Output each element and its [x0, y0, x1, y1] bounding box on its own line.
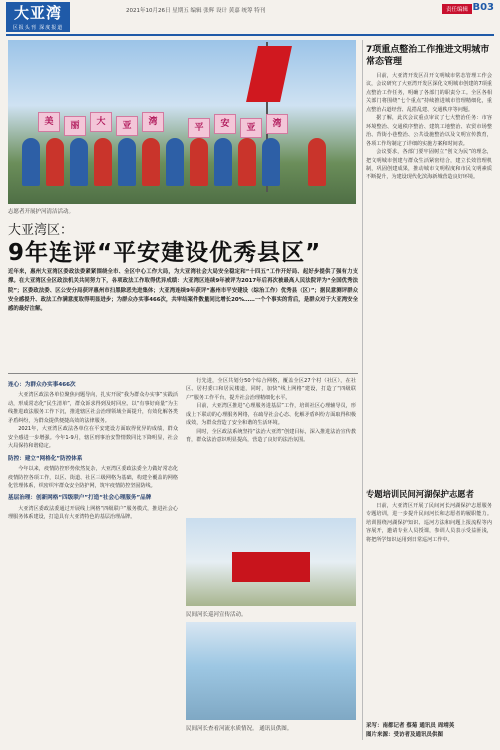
body-paragraph: 会议要求，各部门要牢固树立“创文为民”的理念，把文明城市创建与群众生活紧密结合，建立长效管理机制，巩固创建成果，推动城市文明程度和市民文明素质不断提升，为建设现代化滨海新城营造良好环境。: [366, 149, 492, 181]
page-number: B03: [472, 2, 494, 13]
main-photo: [8, 40, 356, 204]
body-paragraph: 日前，大亚湾区开展了民间河长河湖保护志愿服务专题培训，进一步提升民间河长和志愿者的履职能力。培训围绕河湖保护知识、巡河方法和问题上报流程等内容展开，邀请专业人员授课，参训人员表示受益匪浅，将把所学知识运用到日常巡河工作中。: [366, 503, 492, 543]
volunteer: [94, 138, 112, 186]
slogan-sign: 大: [90, 112, 112, 132]
section-tag: 责任编辑: [442, 4, 472, 14]
volunteer: [308, 138, 326, 186]
body-paragraph: 行先进，全区共划分50个综合网格，覆盖全区27个村（社区），在社区、居村委口和居民楼道，同时，加快“线上网格”建设，打造了“四级联户”服务工作平台，提升社会治理精细化水平。: [186, 378, 356, 401]
body-paragraph: 据了解，此次会议重点审议了七大整治任务：市容环境整治、交通秩序整治、建筑工地整治、农贸市场整治、背街小巷整治、公共设施整治以及文明宣传教育，各项工作均制定了详细的实施方案和时间表。: [366, 115, 492, 147]
logo-subtitle: 区报头刊 深度报道: [12, 25, 64, 31]
slogan-sign: 亚: [240, 118, 262, 138]
body-paragraph: 大亚湾区委政法委通过开展线上网格“四级联户”服务模式，推进社会心理服务体系建设，打造具有大亚湾特色的基层治理品牌。: [8, 505, 178, 521]
body-paragraph: 目前，大亚湾开发区召开文明城市常态管理工作会议，会议研究了大亚湾开发区深化文明城市创建的7项重点整治工作任务，明确了各部门的职责分工。全区各相关部门将围绕“七个重点”持续推进城市管理精细化，重点整治占道经营、乱搭乱建、交通秩序等问题。: [366, 73, 492, 113]
volunteer: [142, 138, 160, 186]
section-subhead: 防控：建立“网格化”防控体系: [8, 455, 83, 462]
body-paragraph: 今年以来，疫情防控形势依然复杂，大亚湾区委政法委全力做好常态化疫情防控各项工作，以区、街道、社区三级网格为基础，构建全覆盖的网格化管理体系，织密织牢群众安全防护网，筑牢疫情防控坚固防线。: [8, 466, 178, 489]
newspaper-logo: 大亚湾: [6, 2, 70, 32]
body-paragraph: 大亚湾区政法各单位聚焦问题导向，扎实开展“我为群众办实事”实践活动，形成常态化“民生清单”，群众诉求得到及时回应。以“有事好商量”为主线推进政法服务工作下沉，推进辖区社会治理领域全面提升，有效化解各类矛盾纠纷，为群众提供便捷高效的法律服务。: [8, 392, 178, 424]
slogan-sign: 湾: [266, 114, 288, 134]
volunteer: [214, 138, 232, 186]
right-article-body-2: [366, 502, 492, 718]
volunteer: [118, 138, 136, 186]
section-subhead: 基层治理：创新网格“四级联户”打造“社会心理服务”品牌: [8, 495, 152, 502]
headline: 9年连评“平安建设优秀县区”: [8, 240, 322, 266]
section-subhead: 连心：为群众办实事466次: [8, 382, 76, 388]
main-photo-caption: 志愿者开展护河清洁活动。: [8, 209, 75, 215]
column-divider: [362, 40, 363, 740]
volunteer: [70, 138, 88, 186]
river-inspection-photo: [186, 622, 356, 720]
article-column-2: [186, 377, 356, 515]
slogan-sign: 湾: [142, 112, 164, 132]
photo-caption: 民间河长巡河宣传活动。: [186, 612, 247, 618]
slogan-sign: 美: [38, 112, 60, 132]
divider: [8, 373, 358, 374]
body-paragraph: 2021年，大亚湾区政法各单位在平安建设方面取得优异的成绩，群众安全感进一步增强。今年1-9月，辖区刑事治安警情数同比下降明显，社会大局保持和谐稳定。: [8, 426, 178, 450]
red-flag: [246, 46, 292, 102]
volunteer: [238, 138, 256, 186]
volunteer: [190, 138, 208, 186]
red-banner: [232, 552, 310, 582]
slogan-sign: 平: [188, 118, 210, 138]
body-paragraph: 目前，大亚湾区推进“心理服务进基层”工作，培训社区心理辅导员，形成上下联动的心理服务网络，在疏导社会心态、化解矛盾纠纷方面取得积极成效，为群众营造了安全和谐的生活环境。: [186, 403, 356, 427]
photo-caption: 民间河长查看河流水质情况。 通讯员供图。: [186, 726, 293, 732]
volunteer: [46, 138, 64, 186]
byline-credit: [366, 722, 492, 740]
river-patrol-photo: [186, 518, 356, 606]
volunteer: [166, 138, 184, 186]
volunteer: [22, 138, 40, 186]
slogan-sign: 丽: [64, 116, 86, 136]
headline-kicker: 大亚湾区：: [8, 223, 74, 238]
slogan-sign: 安: [214, 114, 236, 134]
right-article-headline-2: 专题培训民间河湖保护志愿者: [366, 489, 474, 499]
volunteer: [262, 138, 280, 186]
article-column-1: [8, 377, 178, 743]
right-article-headline: 7项重点整治工作推进文明城市常态管理: [366, 45, 490, 67]
body-paragraph: 同时，全区政法系统坚持“法治大亚湾”创建目标，深入推进法治宣传教育，群众法治意识明显提高，营造了良好的法治氛围。: [186, 428, 356, 444]
lead-paragraph: 近年来，惠州大亚湾区委政法委紧紧围绕全市、全区中心工作大局，为大亚湾社会大局安全稳定和“十四五”工作开好局、起好步提供了强有力支撑。在大亚湾区全区政法机关共同努力下，各项政法工作取得优异成绩：大亚湾区连续9年被评为2017年后再次被最高人民法院评为“全国优秀法院”；区委政法委、区公安分局获评惠州市扫黑除恶先进集体；大亚湾连续9年获评“惠州市平安建设（综治工作）优秀县（区）”；据民意测评群众安全感提升、政法工作满意度取得明显进步；为群众办实事466次，共审结案件数量同比增长20%……一个个事实的背后，是群众对于大亚湾安全感的最好注解。: [8, 269, 358, 313]
slogan-sign: 亚: [116, 116, 138, 136]
masthead: [6, 2, 494, 36]
byline-text: 采写：南都记者 蔡菊 通讯员 周靖英 图片来源：受访者及通讯员供图: [366, 723, 455, 738]
issue-date-line: 2021年10月26日 星期五 编辑 张辉 设计 黄嘉 统筹 特刊: [126, 8, 266, 14]
right-article-body: [366, 72, 492, 482]
